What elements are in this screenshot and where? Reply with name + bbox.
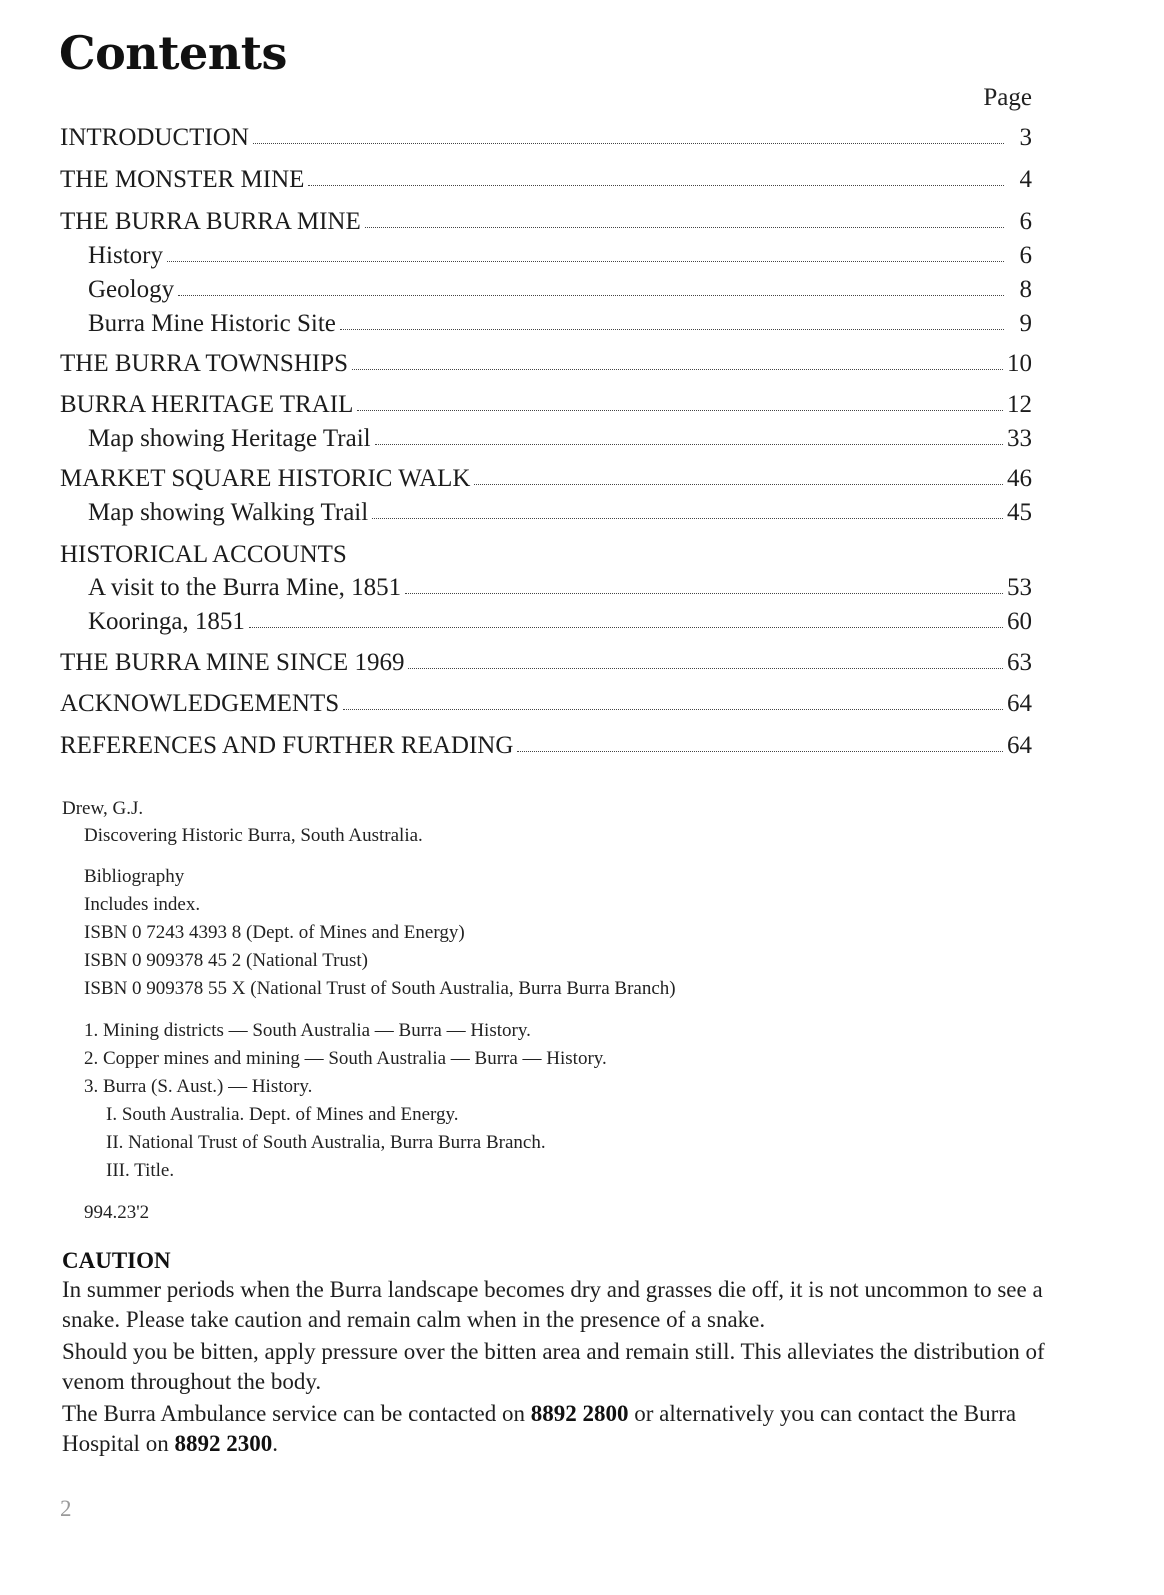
toc-subentry [88,236,1032,270]
toc-entry [60,202,1032,236]
toc-entry [60,726,1032,760]
toc-entry [60,535,1032,569]
page-column-header: Page [983,84,1032,111]
toc-label: HISTORICAL ACCOUNTS [60,541,347,568]
caution-ambulance-text: The Burra Ambulance service can be contacted on [62,1401,525,1426]
toc-label: REFERENCES AND FURTHER READING [60,732,514,759]
ambulance-phone: 8892 2800 [530,1401,629,1426]
toc-entry [60,160,1032,194]
toc-label: Map showing Heritage Trail [88,425,371,452]
toc-entry [60,684,1032,718]
toc-label: MARKET SQUARE HISTORIC WALK [60,465,471,492]
caution-heading: CAUTION [62,1248,171,1273]
toc-page: 53 [1007,574,1032,601]
toc-subentry [88,493,1032,527]
toc-page: 3 [1019,124,1032,151]
toc-label: Geology [88,276,175,303]
biblio-note: Includes index. [84,894,201,915]
biblio-subject: 2. Copper mines and mining — South Australia — Burra — History. [84,1048,607,1069]
biblio-note: Bibliography [84,866,185,887]
biblio-book-title: Discovering Historic Burra, South Australia. [84,825,423,846]
toc-page: 12 [1007,391,1032,418]
toc-leader [253,143,1004,144]
toc-leader [372,518,1003,519]
toc-page: 4 [1019,166,1032,193]
caution-contact-paragraph [62,1399,1047,1459]
toc-label: History [88,242,163,269]
toc-label: ACKNOWLEDGEMENTS [60,690,340,717]
toc-leader [357,410,1003,411]
toc-label: THE BURRA BURRA MINE [60,208,361,235]
toc-leader [517,751,1003,752]
toc-page: 9 [1019,310,1032,337]
biblio-isbn: ISBN 0 7243 4393 8 (Dept. of Mines and Energy) [84,922,465,943]
toc-leader [308,185,1004,186]
biblio-isbn: ISBN 0 909378 45 2 (National Trust) [84,950,368,971]
biblio-added-entry: III. Title. [106,1160,175,1181]
toc-page: 64 [1007,732,1032,759]
toc-leader [365,227,1004,228]
toc-label: Map showing Walking Trail [88,499,369,526]
toc-label: THE MONSTER MINE [60,166,305,193]
biblio-added-entry: II. National Trust of South Australia, Burra Burra Branch. [106,1132,546,1153]
toc-leader [343,709,1003,710]
toc-page: 63 [1007,649,1032,676]
page-title: Contents [59,26,287,80]
caution-end: . [272,1431,278,1456]
toc-leader [474,484,1003,485]
toc-page: 6 [1019,208,1032,235]
toc-label: INTRODUCTION [60,124,249,151]
biblio-subject: 1. Mining districts — South Australia — Burra — History. [84,1020,531,1041]
toc-subentry [88,602,1032,636]
hospital-phone: 8892 2300 [174,1431,273,1456]
toc-page: 8 [1019,276,1032,303]
caution-paragraph: Should you be bitten, apply pressure over the bitten area and remain still. This alleviates the distribution of venom throughout the body. [62,1339,1045,1394]
toc-page: 10 [1007,350,1032,377]
toc-entry [60,643,1032,677]
toc-subentry [88,419,1032,453]
toc-page: 45 [1007,499,1032,526]
caution-text [62,1275,1047,1459]
page-number: 2 [60,1496,72,1521]
biblio-classification: 994.23'2 [84,1202,150,1223]
toc-leader [405,593,1003,594]
toc-subentry [88,304,1032,338]
toc-leader [375,444,1003,445]
biblio-subject: 3. Burra (S. Aust.) — History. [84,1076,313,1097]
toc-entry [60,118,1032,152]
toc-leader [178,295,1004,296]
caution-paragraph: In summer periods when the Burra landscape becomes dry and grasses die off, it is not uncommon to see a snake. Please take caution and remain calm when in the presence of a snake. [62,1277,1043,1332]
toc-leader [408,668,1003,669]
toc-page: 46 [1007,465,1032,492]
biblio-added-entry: I. South Australia. Dept. of Mines and Energy. [106,1104,459,1125]
biblio-isbn: ISBN 0 909378 55 X (National Trust of South Australia, Burra Burra Branch) [84,978,676,999]
toc-leader [352,369,1003,370]
toc-page: 6 [1019,242,1032,269]
toc-page: 33 [1007,425,1032,452]
toc-page: 60 [1007,608,1032,635]
toc-subentry [88,270,1032,304]
toc-label: A visit to the Burra Mine, 1851 [88,574,402,601]
toc-label: THE BURRA MINE SINCE 1969 [60,649,405,676]
toc-leader [340,329,1004,330]
toc-label: Kooringa, 1851 [88,608,245,635]
toc-leader [167,261,1004,262]
caution-hospital-text: or alternatively you can contact the Burra Hospital on [62,1401,1017,1456]
biblio-author: Drew, G.J. [62,798,144,819]
toc-label: Burra Mine Historic Site [88,310,336,337]
toc-page: 64 [1007,690,1032,717]
toc-label: BURRA HERITAGE TRAIL [60,391,354,418]
toc-label: THE BURRA TOWNSHIPS [60,350,349,377]
toc-subentry [88,568,1032,602]
toc-entry [60,344,1032,378]
toc-entry [60,385,1032,419]
toc-entry [60,459,1032,493]
toc-leader [249,627,1003,628]
